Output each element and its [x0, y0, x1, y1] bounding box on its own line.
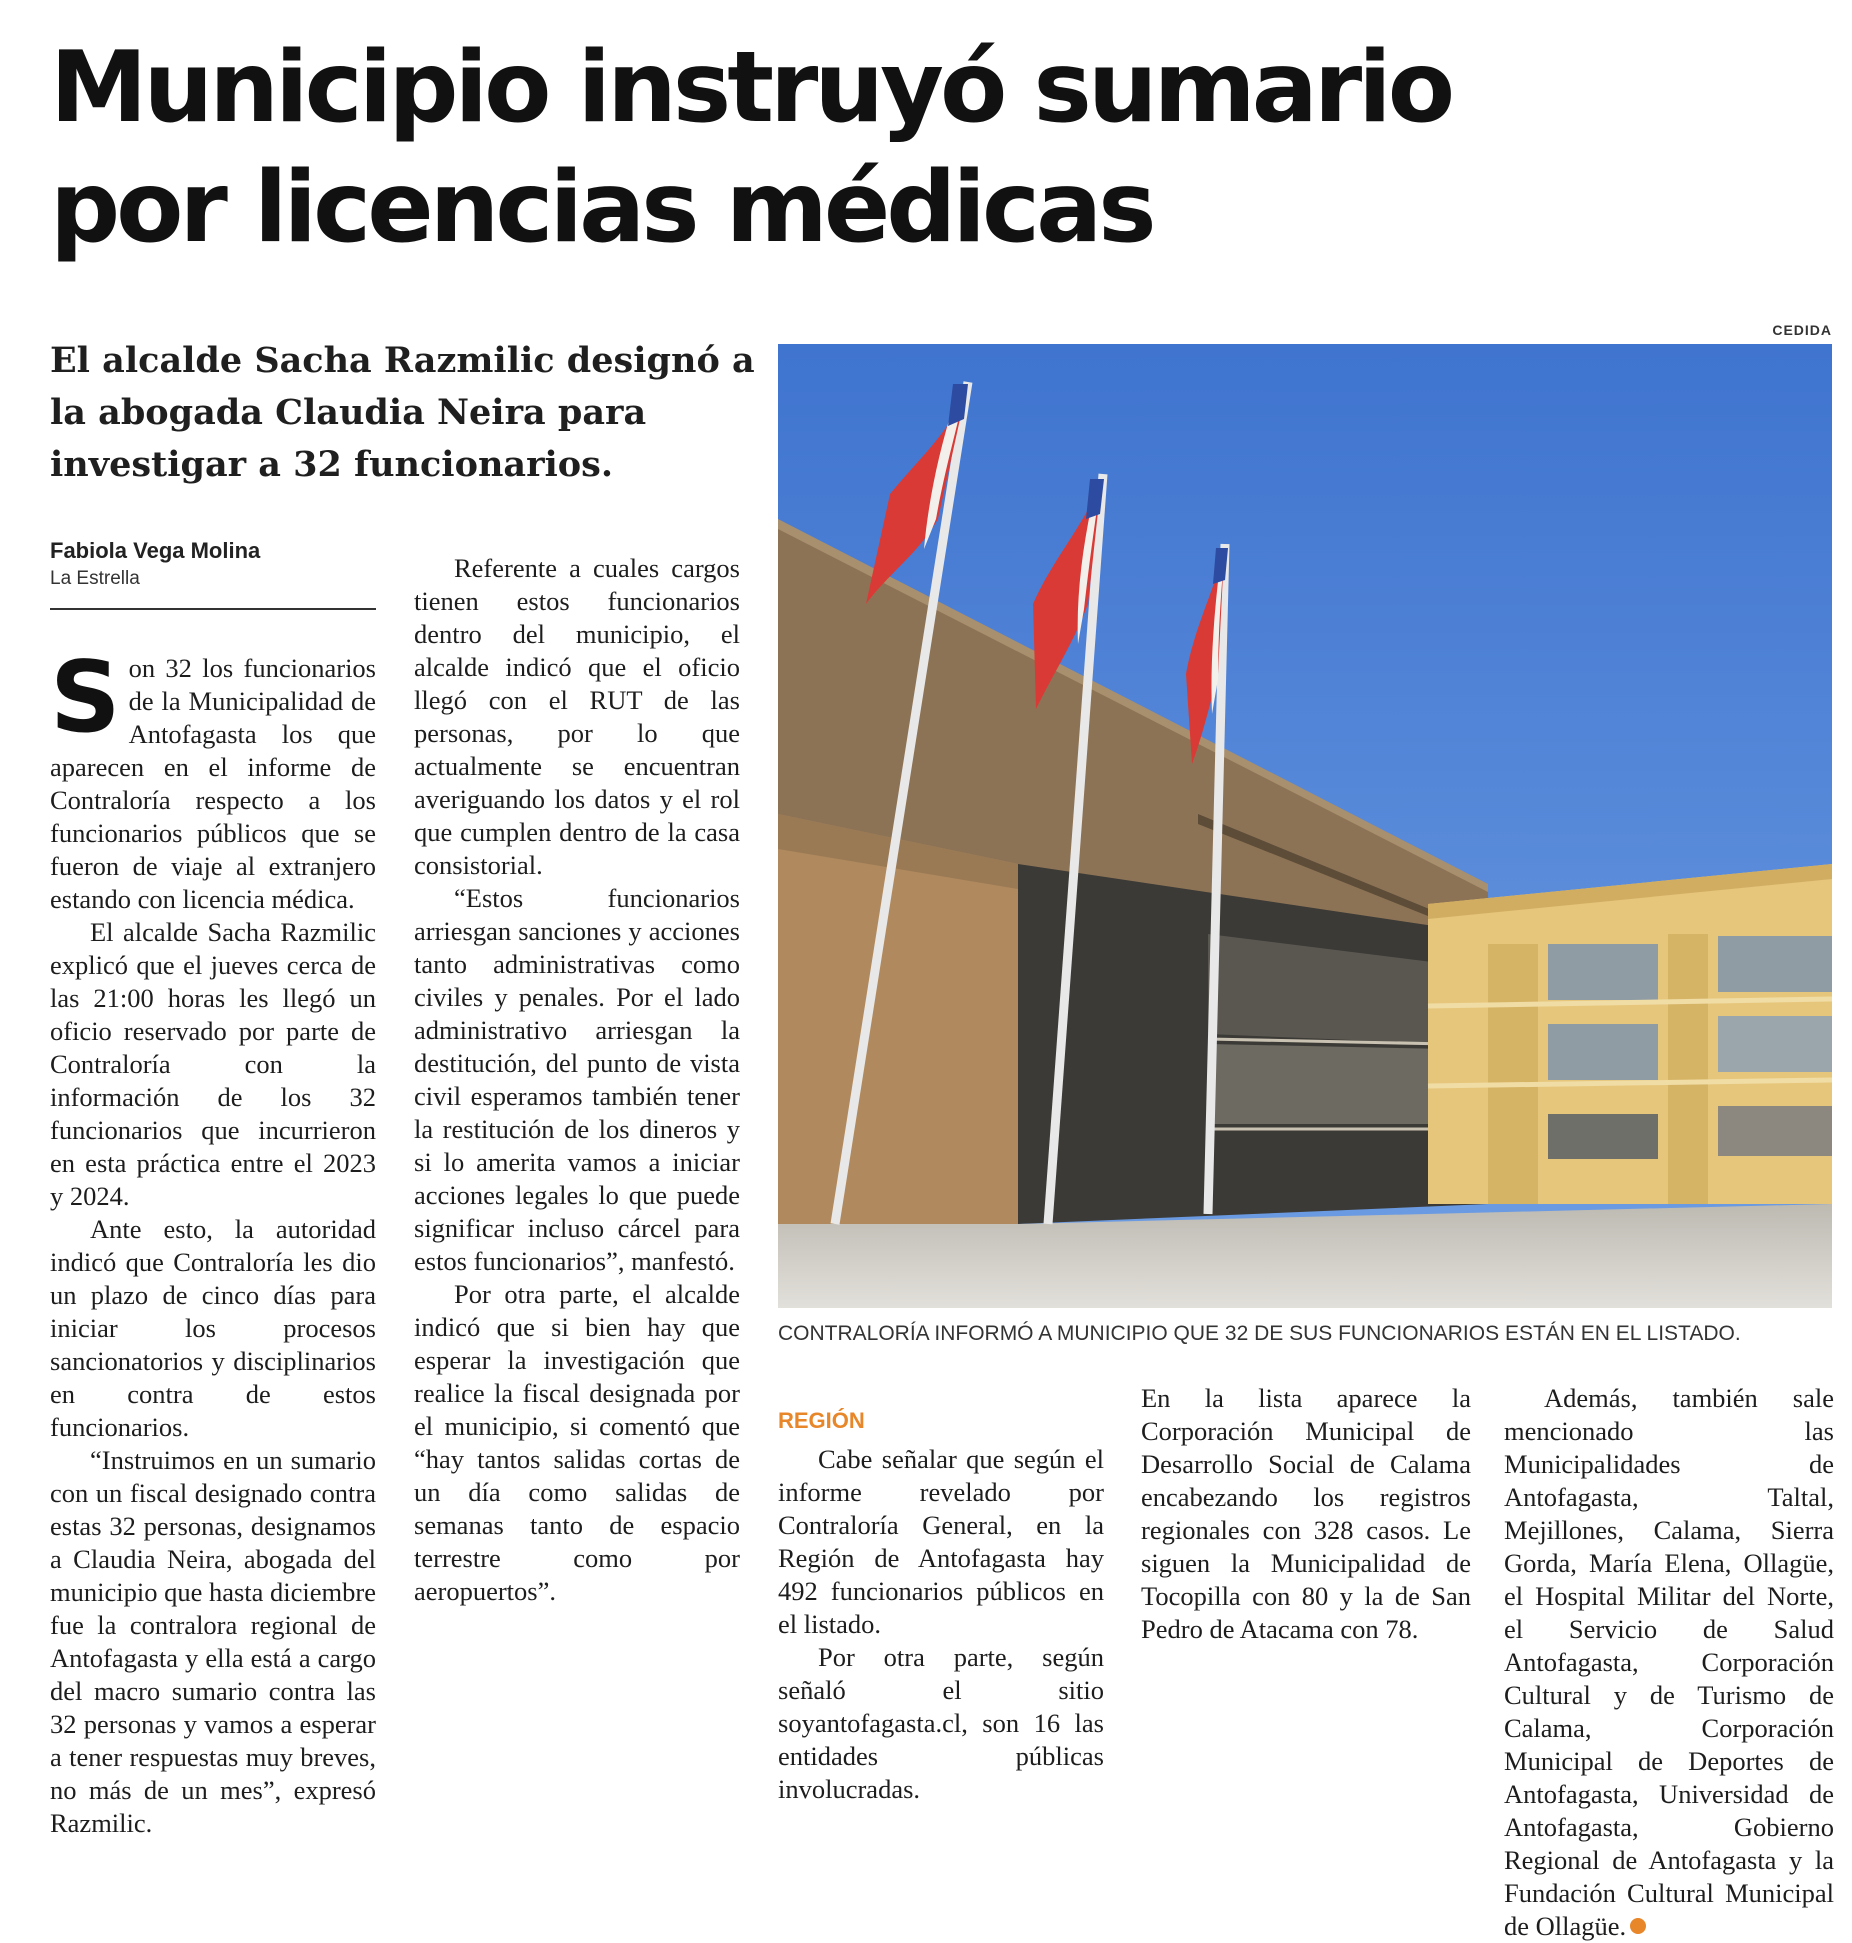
body-paragraph: “Estos funcionarios arriesgan sanciones y acciones tanto administrativas como civiles y penales. Por el lado administrativo arriesgan la destitución, del punto de vista civil esperamos también tener la restitución de los dineros y si lo amerita vamos a iniciar acciones legales lo que puede significar incluso cárcel para estos funcionarios”, manfestó. [414, 883, 740, 1276]
byline-divider [50, 608, 376, 610]
headline-line-1: Municipio instruyó sumario [50, 31, 1452, 145]
subheadline [50, 335, 755, 491]
body-paragraph: El alcalde Sacha Razmilic explicó que el jueves cerca de las 21:00 horas les llegó un oficio reservado por parte de Contraloría con la información de los 32 funcionarios que incurrieron en esta práctica entre el 2023 y 2024. [50, 917, 376, 1211]
headline-line-2: por licencias médicas [50, 151, 1153, 265]
article-photo [778, 344, 1832, 1308]
section-label-region: REGIÓN [778, 1408, 865, 1433]
body-paragraph: En la lista aparece la Corporación Municipal de Desarrollo Social de Calama encabezando los registros regionales con 328 casos. Le siguen la Municipalidad de Tocopilla con 80 y la de San Pedro de Atacama con 78. [1141, 1383, 1471, 1644]
paragraph-11-text: Además, también sale mencionado las Municipalidades de Antofagasta, Taltal, Mejillones, Calama, Sierra Gorda, María Elena, Ollagüe, el Hospital Militar del Norte, el Servicio de Salud Antofagasta, Corporación Cultural y de Turismo de Calama, Corporación Municipal de Deportes de Antofagasta, Universidad de Antofagasta, Gobierno Regional de Antofagasta y la Fundación Cultural Municipal de Ollagüe. [1504, 1383, 1834, 1941]
headline [50, 28, 1550, 268]
body-paragraph [50, 641, 376, 916]
column-5 [1504, 1382, 1834, 1943]
body-paragraph: “Instruimos en un sumario con un fiscal designado contra estas 32 personas, designamos a Claudia Neira, abogada del municipio que hasta diciembre fue la contralora regional de Antofagasta y ella está a cargo del macro sumario contra las 32 personas y vamos a esperar a tener respuestas muy breves, no más de un mes”, expresó Razmilic. [50, 1445, 376, 1838]
column-1 [50, 641, 376, 1840]
body-paragraph: Referente a cuales cargos tienen estos funcionarios dentro del municipio, el alcalde indicó que el oficio llegó con el RUT de las personas, por lo que actualmente se encuentran averiguando los datos y el rol que cumplen dentro de la casa consistorial. [414, 553, 740, 880]
subheadline-line-3: investigar a 32 funcionarios. [50, 444, 614, 485]
paragraph-1-text: on 32 los funcionarios de la Municipalidad de Antofagasta los que aparecen en el informe de Contraloría respecto a los funcionarios públicos que se fueron de viaje al extranjero estando con licencia médica. [50, 653, 376, 914]
subheadline-line-1: El alcalde Sacha Razmilic designó a [50, 340, 755, 381]
body-paragraph [1504, 1382, 1834, 1943]
column-4 [1141, 1382, 1471, 1646]
subheadline-line-2: la abogada Claudia Neira para [50, 392, 647, 433]
body-paragraph: Por otra parte, según señaló el sitio soyantofagasta.cl, son 16 las entidades públicas involucradas. [778, 1642, 1104, 1804]
end-of-article-icon [1630, 1918, 1646, 1934]
column-2 [414, 552, 740, 1608]
column-3 [778, 1382, 1104, 1806]
author-name: Fabiola Vega Molina [50, 538, 261, 563]
body-paragraph: Ante esto, la autoridad indicó que Contraloría les dio un plazo de cinco días para iniciar los procesos sancionatorios y disciplinarios en contra de estos funcionarios. [50, 1214, 376, 1442]
author-outlet: La Estrella [50, 568, 140, 589]
body-paragraph: Cabe señalar que según el informe revelado por Contraloría General, en la Región de Antofagasta hay 492 funcionarios públicos en el listado. [778, 1444, 1104, 1639]
dropcap: S [50, 641, 121, 755]
photo-credit: CEDIDA [1772, 322, 1832, 338]
photo-caption: CONTRALORÍA INFORMÓ A MUNICIPIO QUE 32 DE SUS FUNCIONARIOS ESTÁN EN EL LISTADO. [778, 1322, 1741, 1345]
body-paragraph: Por otra parte, el alcalde indicó que si bien hay que esperar la investigación que realice la fiscal designada por el municipio, si comentó que “hay tantos salidas cortas de un día como salidas de semanas tanto de espacio terrestre como por aeropuertos”. [414, 1279, 740, 1606]
